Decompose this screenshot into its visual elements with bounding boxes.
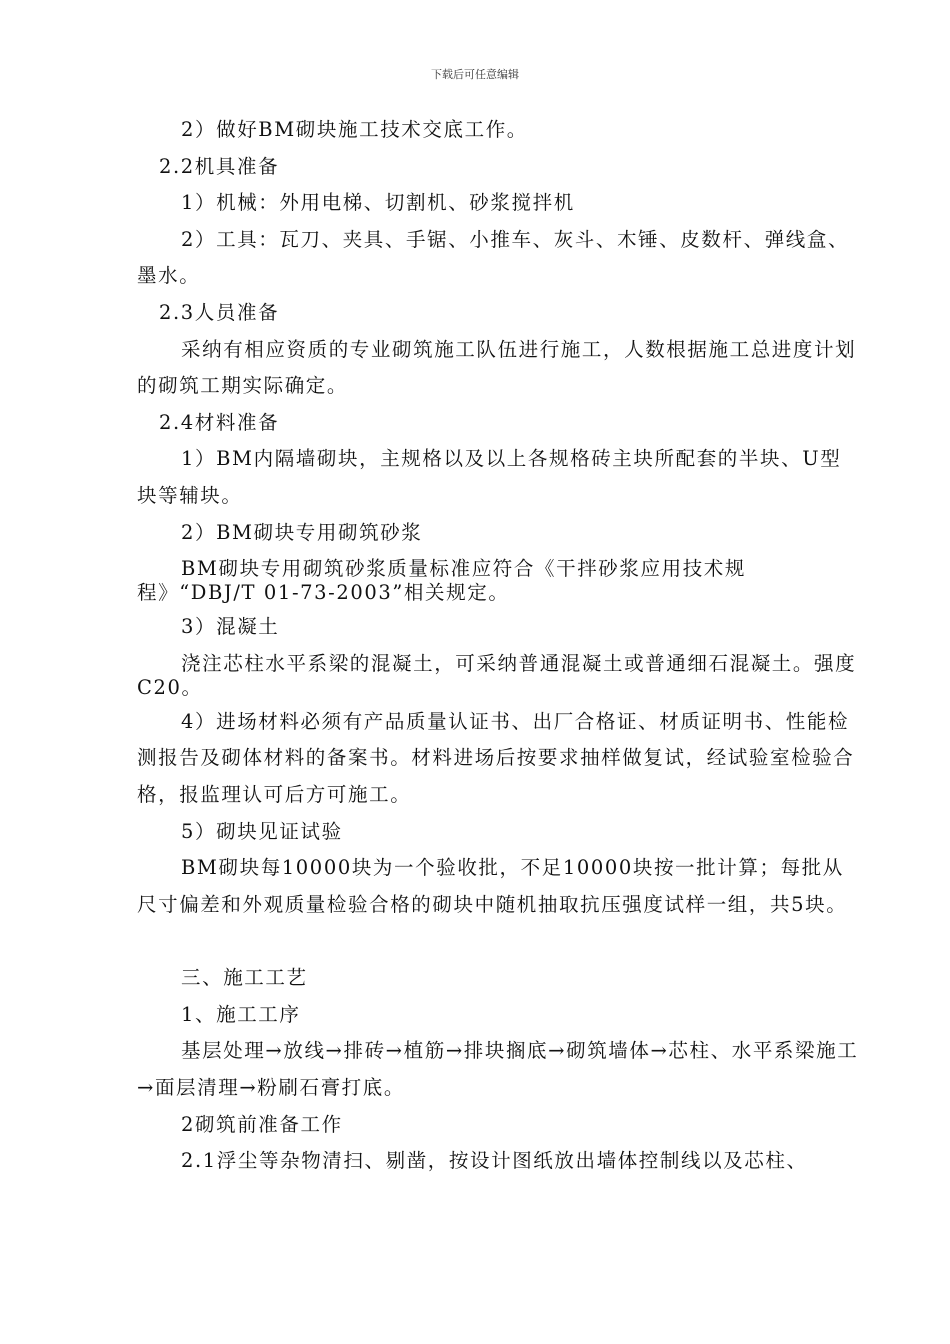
paragraph: 浇注芯柱水平系梁的混凝土，可采纳普通混凝土或普通细石混凝土。强度C20。 [137,651,857,699]
section-heading: 2.4材料准备 [159,410,280,434]
paragraph: 1）BM内隔墙砌块，主规格以及以上各规格砖主块所配套的半块、U型块等辅块。 [137,447,842,507]
paragraph: 基层处理→放线→排砖→植筋→排块搁底→砌筑墙体→芯柱、水平系梁施工→面层清理→粉刷石膏打底。 [137,1039,859,1100]
paragraph: 2）BM砌块专用砌筑砂浆 [181,520,423,544]
section-heading: 1、施工工序 [181,1002,301,1026]
paragraph: 采纳有相应资质的专业砌筑施工队伍进行施工，人数根据施工总进度计划的砌筑工期实际确定。 [137,337,857,398]
paragraph: 2.1浮尘等杂物清扫、剔凿，按设计图纸放出墙体控制线以及芯柱、 [181,1149,808,1173]
paragraph: BM砌块专用砌筑砂浆质量标准应符合《干拌砂浆应用技术规程》“DBJ/T 01-73-2003”相关规定。 [137,557,746,605]
paragraph: 2）做好BM砌块施工技术交底工作。 [181,118,528,141]
paragraph: 4）进场材料必须有产品质量认证书、出厂合格证、材质证明书、性能检测报告及砌体材料的备案书。材料进场后按要求抽样做复试，经试验室检验合格，报监理认可后方可施工。 [137,709,855,806]
paragraph: BM砌块每10000块为一个验收批，不足10000块按一批计算；每批从尺寸偏差和外观质量检验合格的砌块中随机抽取抗压强度试样一组，共5块。 [137,856,848,916]
section-heading: 2.2机具准备 [159,154,280,178]
section-heading: 2砌筑前准备工作 [181,1112,343,1136]
paragraph: 5）砌块见证试验 [181,819,343,843]
document-body [137,112,859,1180]
section-heading: 三、施工工艺 [181,966,308,990]
paragraph: 2）工具：瓦刀、夹具、手锯、小推车、灰斗、木锤、皮数杆、弹线盒、墨水。 [137,227,850,288]
section-heading: 2.3人员准备 [159,300,280,324]
paragraph: 1）机械：外用电梯、切割机、砂浆搅拌机 [181,191,575,215]
paragraph: 3）混凝土 [181,615,280,639]
spacer [137,923,859,960]
page-header: 下载后可任意编辑 [431,68,519,81]
